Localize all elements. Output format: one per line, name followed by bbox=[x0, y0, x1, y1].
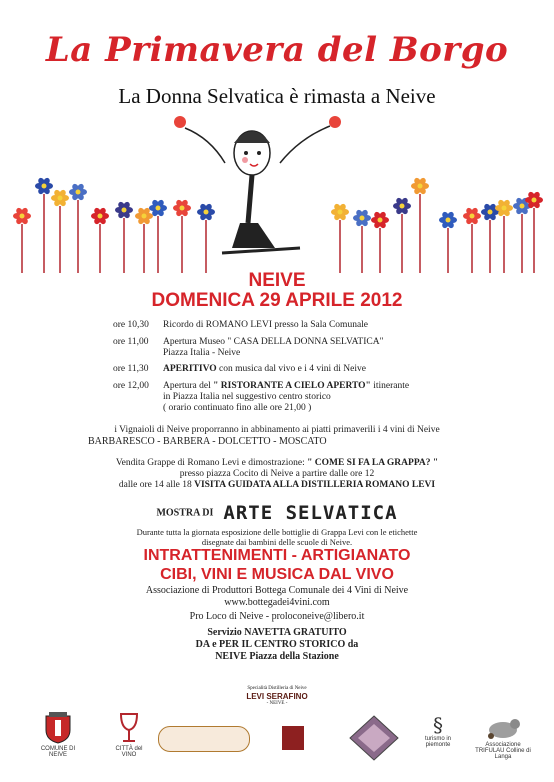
schedule-desc: itinerante bbox=[370, 381, 410, 391]
grappe-line3: dalle ore 14 alle 18 bbox=[118, 480, 192, 490]
servizio-line1: Servizio NAVETTA GRATUITO bbox=[207, 627, 347, 638]
turismo-s-icon: § bbox=[433, 713, 443, 737]
mostra-desc2: disegnate dai bambini delle scuole di Neive. bbox=[201, 537, 353, 547]
mostra-heading bbox=[0, 502, 554, 524]
comune-label: COMUNE DI NEIVE bbox=[40, 746, 76, 758]
sponsor-logos bbox=[0, 712, 554, 782]
flower-center bbox=[20, 214, 25, 219]
flower-center bbox=[446, 218, 451, 223]
trifulau-logo bbox=[470, 714, 536, 760]
schedule-prefix: Apertura del bbox=[163, 381, 214, 391]
grappe-line2: presso piazza Cocito di Neive a partire dalle ore 12 bbox=[179, 469, 375, 479]
flower-center bbox=[338, 210, 343, 215]
flower-center bbox=[502, 206, 507, 211]
sponsor-small: Specialità Distilleria di Neive bbox=[247, 686, 307, 691]
sponsor-name: LEVI SERAFINO bbox=[246, 692, 308, 701]
schedule-time: ore 11,30 bbox=[113, 364, 149, 374]
flower-center bbox=[76, 190, 81, 195]
schedule-desc-line2: in Piazza Italia nel suggestivo centro storico bbox=[163, 392, 331, 402]
flower-center bbox=[122, 208, 127, 213]
donna-selvatica-figure-icon bbox=[174, 116, 341, 253]
coat-of-arms-icon bbox=[43, 712, 73, 744]
flower-center bbox=[418, 184, 423, 189]
associazione-url[interactable]: www.bottegadei4vini.com bbox=[224, 597, 330, 608]
flower-center bbox=[400, 204, 405, 209]
proloco-contact: Pro Loco di Neive - proloconeive@libero.it bbox=[189, 611, 365, 622]
flower-center bbox=[142, 214, 147, 219]
schedule-desc-line2: Piazza Italia - Neive bbox=[163, 348, 241, 358]
vignaioli-wines: BARBARESCO - BARBERA - DOLCETTO - MOSCATO bbox=[88, 436, 327, 447]
grappe-block bbox=[0, 458, 554, 491]
schedule-desc: Apertura Museo " CASA DELLA DONNA SELVATICA" bbox=[163, 337, 384, 347]
levi-serafino-logo bbox=[234, 686, 320, 707]
schedule-time: ore 12,00 bbox=[113, 381, 149, 391]
citta-vino-logo bbox=[110, 712, 148, 758]
poster-title: La Primavera del Borgo bbox=[45, 30, 509, 70]
schedule-desc: Ricordo di ROMANO LEVI presso la Sala Comunale bbox=[163, 320, 369, 330]
schedule-time: ore 11,00 bbox=[113, 337, 149, 347]
grappe-highlight: " COME SI FA LA GRAPPA? " bbox=[307, 458, 439, 468]
trifulau-label: Associazione TRIFULAU Colline di Langa bbox=[475, 742, 531, 760]
grappe-visit: VISITA GUIDATA ALLA DISTILLERIA ROMANO LEVI bbox=[194, 480, 436, 490]
vignaioli-line1: i Vignaioli di Neive proporranno in abbinamento ai piatti primaverili i 4 vini di Neive bbox=[114, 425, 440, 435]
flower-center bbox=[532, 198, 537, 203]
flowers-and-figure-illustration bbox=[0, 108, 554, 278]
proloco-logo bbox=[348, 714, 400, 762]
servizio-navetta bbox=[0, 627, 554, 663]
neive-castle-icon bbox=[282, 726, 304, 750]
flower-center bbox=[488, 210, 493, 215]
truffle-dog-icon bbox=[483, 714, 523, 740]
vignaioli-block bbox=[0, 425, 554, 447]
flower-center bbox=[58, 196, 63, 201]
mostra-label: MOSTRA DI bbox=[156, 507, 214, 519]
flower-center bbox=[180, 206, 185, 211]
proloco-diamond-icon bbox=[348, 714, 400, 762]
schedule-desc-line3: ( orario continuato fino alle ore 21,00 ) bbox=[163, 403, 312, 413]
intrattenimenti-line2: CIBI, VINI E MUSICA DAL VIVO bbox=[160, 566, 394, 583]
event-place: NEIVE bbox=[248, 270, 306, 291]
schedule-time: ore 10,30 bbox=[113, 320, 149, 330]
flower-center bbox=[470, 214, 475, 219]
mostra-desc1: Durante tutta la giornata esposizione delle bottiglie di Grappa Levi con le etichette bbox=[136, 527, 418, 537]
grappe-line1: Vendita Grappe di Romano Levi e dimostrazione: bbox=[115, 458, 305, 468]
flower-center bbox=[360, 216, 365, 221]
event-date: DOMENICA 29 APRILE 2012 bbox=[151, 290, 403, 311]
servizio-line2: DA e PER IL CENTRO STORICO da bbox=[195, 639, 359, 650]
comune-logo bbox=[38, 712, 78, 758]
flower-center bbox=[42, 184, 47, 189]
citta-label: CITTÀ del VINO bbox=[115, 746, 143, 758]
flower-center bbox=[520, 204, 525, 209]
intrattenimenti-line1: INTRATTENIMENTI - ARTIGIANATO bbox=[143, 547, 411, 564]
associazione-logo-icon bbox=[158, 726, 250, 752]
flower-center bbox=[98, 214, 103, 219]
mostra-name: ARTE SELVATICA bbox=[223, 502, 398, 524]
sponsor-sub: - NEIVE - bbox=[266, 701, 288, 706]
wine-glass-icon bbox=[115, 712, 143, 744]
flower-center bbox=[378, 218, 383, 223]
poster-subtitle: La Donna Selvatica è rimasta a Neive bbox=[118, 84, 436, 108]
associazione-name: Associazione di Produttori Bottega Comunale dei 4 Vini di Neive bbox=[145, 585, 409, 596]
flower-center bbox=[156, 206, 161, 211]
turismo-label: turismo in piemonte bbox=[424, 736, 451, 748]
schedule-highlight: APERITIVO bbox=[163, 364, 217, 374]
servizio-line3: NEIVE Piazza della Stazione bbox=[215, 651, 339, 662]
schedule-highlight: " RISTORANTE A CIELO APERTO" bbox=[213, 381, 371, 391]
mostra-description bbox=[0, 527, 554, 547]
intrattenimenti-heading bbox=[0, 546, 554, 584]
flower-center bbox=[204, 210, 209, 215]
associazione-block bbox=[0, 585, 554, 609]
turismo-logo bbox=[420, 714, 456, 748]
schedule-desc: con musica dal vivo e i 4 vini di Neive bbox=[216, 364, 366, 374]
